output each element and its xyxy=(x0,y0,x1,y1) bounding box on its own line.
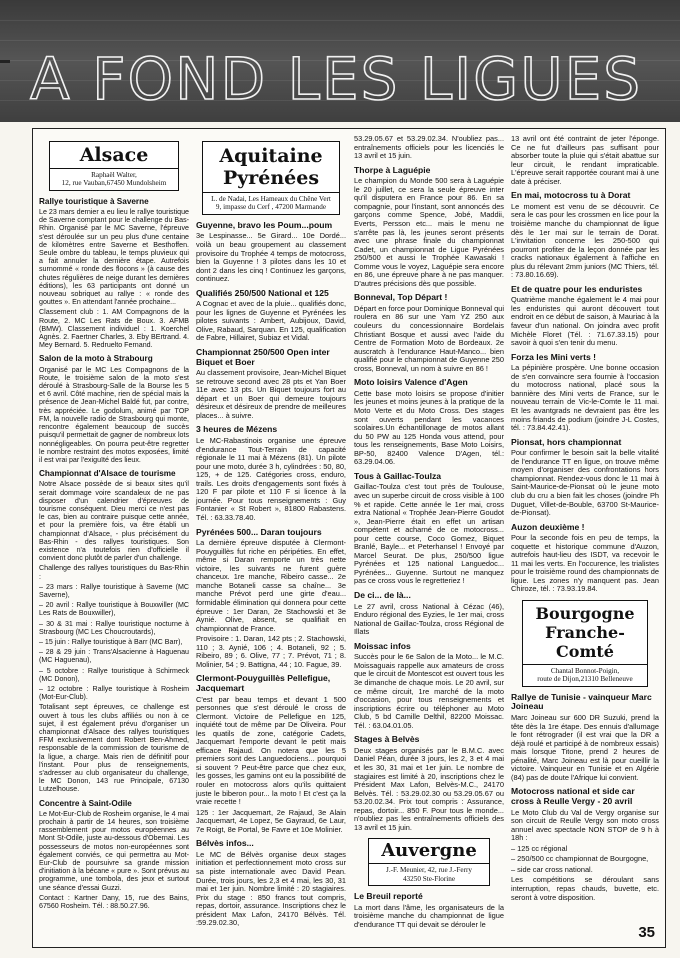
article-heading: Thorpe à Laguépie xyxy=(354,164,431,175)
article-list xyxy=(511,191,659,594)
article-paragraph: Organisé par le MC Les Compagnons de la Route, le troisième salon de la moto s'est déroulé à Strasbourg-Salle de la Bourse les 5 et 6 avril. Côté machine, rien de spécial mais la présence de Jean-Michel Baldé fut, par contre, très appréciée. Le godolum, animé par TOP FM, la nouvelle radio de Strasbourg qui monte, rencontre également beaucoup de succès puisqu'il permettait de gagner de nombreux lots nonnégligeables. On pourra peut-être regretter le nombre restraint des motos exposées, limité il est vrai par l'exiguïté des lieux. xyxy=(39,365,189,464)
article-paragraph: 3e Lespinasse... 5e Girard... 10e Dordé... voilà un beau groupement au classement provisoire du Trophée 4 temps de motocross, bien la Guyenne ! 3 pilotes dans les 10 et dont 2 dans les cinq ! Continuez les garçons, continuez. xyxy=(196,231,346,284)
article-paragraph: Départ en force pour Dominique Bonneval qui roulera en 86 sur une Yam YZ 250 aux couleurs du concessionnaire Bordelais Christiant Bosque et aussi avec l'aide du Centre de Formation Moto de Bordeaux. 2e auscratch à l'endurance Haut-Manco... bien qualifié pour le championnat de Guyenne 250 cross, Bonneval, un nom à suivre en 86 ! xyxy=(354,303,504,373)
article-paragraph: La dernière épreuve disputée à Clermont-Pouyguillès fut riche en péripéties. En effet, même si Daran remporte un très nette victoire, les suivants ne furent guère chanceux. 1re manche, Ribeiro casse... 2e manche Botaneli casse sa chaîne... 3e manche Prévot perd une girte d'eau... formidable élimination qui donnera pour cette épreuve : 1er Daran, 2e Stachowski et 3e Aynié. Olive, absent, se qualifiait en championnat de France. xyxy=(196,538,346,633)
address-line: L. de Nadai, Les Hameaux du Chêne Vert xyxy=(211,195,331,203)
page-number: 35 xyxy=(638,924,655,941)
article-paragraph: Challenge des rallyes touristiques du Bas-Rhin : xyxy=(39,564,189,581)
article-paragraph: Succès pour le 6e Salon de la Moto... le M.C. Moissaguais rappelle aux amateurs de cross que le circuit de Montescot est ouvert tous les 3e dimanche de chaque mois. Le 20 avril, sur ce même circuit, 1re marché de la moto d'occasion, pour tous renseignements et inscriptions écrire ou téléphoner au Moto Club, 5 bd Camille Delthil, 82200 Moissac. Tél. : 63.04.01.05. xyxy=(354,652,504,730)
article-paragraph: Quatrième manche également le 4 mai pour les enduristes qui auront découvert tout endroit en ce début de saison, à Mauriac à la faveur d'un national. On joindra avec profit Michèle Floret (Tél. : 71.67.33.15) pour savoir à quoi s'en tenir du menu. xyxy=(511,295,659,348)
region-address xyxy=(203,192,339,214)
article-heading: Forza les Mini verts ! xyxy=(511,351,597,362)
banner-title: A FOND LES LIGUES xyxy=(30,45,643,113)
article-list xyxy=(354,892,504,929)
article-heading: Auzon deuxième ! xyxy=(511,521,585,532)
article-heading: Moissac infos xyxy=(354,640,411,651)
address-line: 12, rue Vauban,67450 Mundolsheim xyxy=(61,179,167,188)
article-heading: Bélvès infos... xyxy=(196,838,254,849)
column-alsace xyxy=(39,135,189,912)
article-heading: Championnat 250/500 Open inter Biquet et Boer xyxy=(196,347,330,367)
region-name: Bourgogne xyxy=(535,604,635,624)
article-list xyxy=(354,166,504,833)
article-paragraph: Classement club : 1. AM Compagnons de la Route, 2. MC Les Rats de Boux. 3. AFMB (BMW). Classement individuel : 1. Koerchel Agnès. 2. Faertner Charles, 3. Eby BErtrand. 4. Mey Bernard. 5. Redruelto Fernand. xyxy=(39,308,189,350)
article-paragraph: – 15 juin : Rallye touristique à Barr (MC Barr), xyxy=(39,637,183,646)
article-heading: Rallye de Tunisie - vainqueur Marc Joineau xyxy=(511,691,652,712)
address-line: J.-F. Meunier, 42, rue J.-Ferry xyxy=(386,866,472,875)
address-line: Chantal Bonnot-Poigin, xyxy=(550,667,620,676)
article-paragraph: Deux stages organisés par le B.M.C. avec Daniel Péan, durée 3 jours, les 2, 3 et 4 mai et les 30, 31 mai et 1er juin. Le nombre de stagiaires est limité à 20, inscriptions chez le Président Max Lafon, Belvès-M.C., 24170 Belvès. Tél. : 53.29.02.30 ou 53.29.05.67 ou 53.20.02.34. Prix tout compris : Assurance, repas, dortoir... 850 F. Pour tous le monde... n'oubliez pas les entraînements officiels des 13 avril et 15 juin. xyxy=(354,745,504,832)
article-paragraph: Le 27 avril, cross National à Cézac (46), Enduro régional des Eyzies, le 1er mai, cross National de Gaillac-Toulza, cross Régional de Illats xyxy=(354,601,504,637)
article-paragraph: La pépinière prospère. Une bonne occasion de s'en convaincre sera fournie à l'occasion du motocross national, placé sous la bannière des Mini verts de France, sur le nouveau terrain de Vic-le-Comte le 11 mai. Et les avantgrads ne devraient pas être les moins friands de podium (joindre J-L Costes, tél. : 73.84.42.41). xyxy=(511,363,659,433)
article-heading: Pionsat, hors championnat xyxy=(511,436,622,447)
region-box-auvergne xyxy=(368,838,490,886)
region-address xyxy=(50,168,178,190)
article-list xyxy=(511,693,659,902)
article-heading: Guyenne, bravo les Poum...poum xyxy=(196,219,333,230)
article-paragraph: – side car cross national. xyxy=(511,864,593,874)
article-paragraph: Totalisant sept épreuves, ce challenge est ouvert à tous les clubs affiliés ou non à ce sujet, il est également prévu d'organiser un championnat d'Alsace des rallyes touristiques FFM exclusivement dont Robert Ben-Ahmed, responsable de la commission de tourisme de la ligue, a charge. Mais rien de définitif pour l'instant. Pour plus de renseignements, s'adresser au club organisateur du challenge, le MC Donon, 143 rue Principale, 67130 Lutzelhouse. xyxy=(39,703,189,794)
section-banner xyxy=(0,0,680,122)
article-paragraph: – 30 & 31 mai : Rallye touristique nocturne à Strasbourg (MC Les Choucroutards), xyxy=(39,619,189,636)
article-heading: Motocross national et side car cross à Reulle Vergy - 20 avril xyxy=(511,786,635,806)
article-list xyxy=(39,197,189,910)
article-paragraph: Le Mot-Eur-Club de Rosheim organise, le 4 mai prochain à partir de 14 heures, son troisième rassemblement pour motos européennes au Mont St-Odile, juste au-dessous d'Obernai. Les possesseurs de motos non-européennes sont également conviés, ce qui permettra au Mot-Eur-Club de poursuivre sa grande mission d'initiation à la bécane « pure ». Sont prévus au programme, une tombola, des jeux et surtout une séance d'essai Guzzi. xyxy=(39,809,189,892)
region-name: Auvergne xyxy=(381,840,477,862)
article-paragraph: – 12 octobre : Rallye touristique à Rosheim (Mot-Eur-Club). xyxy=(39,684,189,702)
article-paragraph: La mort dans l'âme, les organisateurs de la troisième manche du championnat de ligue d'endurance TT qui devait se dérouler le xyxy=(354,902,504,929)
article-paragraph: A Cognac et avec de la pluie... qualifiés donc, pour les lignes de Guyenne et Pyrénées les pilotes suivants : Ambert, Aubijoux, David, Olive, Rabaud, Sarquan. En 125, qualification de Fabre, Hillairet, Subiaz et Vidal. xyxy=(196,299,346,343)
region-name: Comté xyxy=(556,642,614,662)
article-paragraph: Pour confirmer le besoin sait la belle vitalité de l'endurance TT en ligue, on trouve même moyen d'organiser des confrontations hors championnat. Rendez-vous donc le 11 mai à Saint-Maurice-de-Pionsat où le jeune moto club du cru a bien fait les choses (joindre Ph Duguet, Villet-de-Bouble, 63700 St-Maurice-de-Pionsat). xyxy=(511,448,659,518)
region-name: Pyrénées xyxy=(222,167,320,189)
article-heading: Championnat d'Alsace de tourisme xyxy=(39,469,176,479)
article-paragraph: – 125 cc régional xyxy=(511,843,568,853)
article-heading: Tous à Gaillac-Toulza xyxy=(354,470,442,481)
address-line: 9, impasse du Cerf , 47200 Marmande xyxy=(215,203,327,212)
article-list xyxy=(196,221,346,928)
column-aquitaine-cont xyxy=(354,135,504,931)
article-heading: En mai, motocross tu à Dorat xyxy=(511,190,631,201)
article-heading: Rallye touristique à Saverne xyxy=(39,196,149,206)
continued-text: 13 avril ont été contraint de jeter l'éponge. Ce ne fut d'ailleurs pas suffisant pour absorber toute la pluie qui s'était abattue sur leur circuit, le rendant impraticable. L'épreuve serait rapportée courant mai à une date à préciser. xyxy=(511,134,659,186)
article-paragraph: Provisoire : 1. Daran, 142 pts ; 2. Stachowski, 110 ; 3. Aynié, 106 ; 4. Botaneli, 92 ; 5. Ribeiro, 89 ; 6. Olive, 77 ; 7. Prévot, 71 ; 8. Molinier, 54 ; 9. Battigna, 44 ; 10. Fague, 39. xyxy=(196,634,346,669)
region-address xyxy=(523,664,647,686)
article-paragraph: Gaillac-Toulza c'est tout près de Toulouse, avec un superbe circuit de cross visible à 100 % et rapide. Cette année le 1er mai, cross extra National « Trophée Jean-Pierre Goudot », Jean-Pierre était en effet un artisan compétent et acharné de ce motocross... pour cette course, Coco Gomez, Biquet Branlé, Bayle... et Peterhansel ! Envoyé par Marcel Seurat. De plus, 250/500 ligue Pyrénées et 125 national Languedoc... Pyrénées... Guyenne. Surtout ne manquez pas ce cross vous le regretteriez ! xyxy=(354,482,504,586)
article-paragraph: Notre Alsace possède de si beaux sites qu'il serait dommage voire scandaleux de ne pas disposer d'un calendrier d'épreuves de tourisme conséquent. Dieu merci ce n'est pas le cas, bien au contraire puisque cette année, et pour la première fois, va être établi un championnat d'Alsace, - plus précisément du Bas-Rhin - des rallyes touristiques. Son existence n'a toutefois rien d'officielle il convient donc plutôt de parler d'un challenge. xyxy=(39,480,189,563)
article-heading: 3 heures de Mézens xyxy=(196,424,278,435)
article-paragraph: 125 : 1er Jacquemart, 2e Rajaud, 3e Alain Jacquemart, 4e Lopez, 5e Gayraud, 6e Laur, 7e Roigt, 8e Portal, 9e Favre et 10e Molinier. xyxy=(196,807,346,834)
article-paragraph: Le MC-Rabastinois organise une épreuve d'endurance Tout-Terrain de capacité régionale le 11 mai à Mézens (81). Un pilote pour une moto, durée 3 h, cylindrées : 50, 80, 125, + de 125. Catégories cross, enduro, trails. Les droits d'engagements sont fixés à 120 F par pilote et 110 F si licence à la journée. Pour tous renseignements : Guy Fontanier « St Robert », 81800 Rabastens. Tél. : 63.33.78.40. xyxy=(196,436,346,522)
article-heading: Concentre à Saint-Odile xyxy=(39,798,132,808)
article-heading: Pyrénées 500... Daran toujours xyxy=(196,526,322,537)
article-paragraph: Contact : Kartner Dany, 15, rue des Bains, 67560 Rosheim. Tél. : 88.50.27.96. xyxy=(39,893,189,911)
region-name: Aquitaine xyxy=(219,145,323,167)
page-frame xyxy=(32,128,666,948)
article-heading: Clermont-Pouyguillès Pellefigue, Jacquemart xyxy=(196,673,331,693)
article-paragraph: – 28 & 29 juin : Trans'Alsacienne à Haguenau (MC Haguenau), xyxy=(39,648,189,665)
article-heading: De ci... de là... xyxy=(354,589,411,600)
column-auvergne-cont xyxy=(511,135,659,904)
region-box-bourgogne xyxy=(522,600,648,687)
article-paragraph: Le moment est venu de se découvrir. Ce sera le cas pour les crossmen en lice pour la troisième manche du championnat de ligue dès le 1er mai sur le terrain de Dorat. L'invitation concerne les 250-500 qui pourront profiter de la leçon donnée par les cracks nationaux également à l'affiche en plus du rélevant 2mm juniors (MC Thiers, tél. : 73.80.16.69). xyxy=(511,201,659,280)
region-address xyxy=(369,863,489,885)
address-line: 43250 Ste-Florine xyxy=(402,874,456,883)
article-heading: Moto loisirs Valence d'Agen xyxy=(354,377,468,388)
article-paragraph: Le champion du Monde 500 sera à Laguépie le 20 juillet, ce sera la seule épreuve inter qu'il disputera en France pour 86. En sa compagnie, pour l'instant, sont annoncés des garçons comme Spence, Jobé, Maddii, Everts, Persson etc... mais le menu ne s'arrête pas là, les jeunes seront présents avec une phrase finale du championnat Cadet, un championnat de Ligue Pyrénées 250/500 et aussi le Trophée Kawasaki ! Comme vous le voyez, Laguépie sera encore en 86, une épreuve phare à ne pas manquer. D'autres précisions dès que possible. xyxy=(354,176,504,288)
column-aquitaine xyxy=(196,135,346,930)
article-heading: Le Breuil reporté xyxy=(354,891,423,902)
article-paragraph: Le Moto Club du Val de Vergy organise sur son circuit de Reulle Vergy son moto cross annuel avec spectacle NON STOP de 9 h à 18h : xyxy=(511,807,659,843)
article-heading: Bonneval, Top Départ ! xyxy=(354,292,448,303)
region-name: Alsace xyxy=(79,144,149,166)
article-paragraph: – 23 mars : Rallye touristique à Saverne (MC Saverne), xyxy=(39,582,189,599)
article-paragraph: Les compétitions se déroulant sans interruption, repas chauds, buvette, etc. seront à votre disposition. xyxy=(511,875,659,902)
article-heading: Stages à Belvès xyxy=(354,734,420,745)
address-line: route de Dijon,21310 Belleneuve xyxy=(537,675,633,684)
article-paragraph: – 5 octobre : Rallye touristique à Schirmeck (MC Donon), xyxy=(39,666,189,683)
article-paragraph: Pour la seconde fois en peu de temps, la coquette et historique commune d'Auzon, autrefois haut-lieu des ISDT, va recevoir le 11 mai les verts. En l'occurence, les trialistes pour le troisième round des championnats de ligue. Les zones n'y manquent pas. Jean Chiroze, tél. : 73.93.19.84. xyxy=(511,533,659,594)
region-name: Franche- xyxy=(545,623,625,643)
article-paragraph: Au classement provisoire, Jean-Michel Biquet se retrouve second avec 28 pts et Yan Boer 11e avec 13 pts. Un Biquet toujours fort au départ et un Boer qui demeure toujours désireux et désireux de prendre de meilleures places... à suivre. xyxy=(196,368,346,420)
region-box-alsace xyxy=(49,141,179,191)
article-paragraph: – 20 avril : Rallye touristique à Bouxwiller (MC Les Rats de Bouxwiller), xyxy=(39,601,189,618)
article-paragraph: C'est par beau temps et devant 1 500 personnes que s'est déroulé le cross de Clermont. Victoire de Pellefigue en 125, inquiété tout de même par De Oliveira. Pour les quatils de zone, catégorie Cadets, Jacquemart l'emporte devant le petit mais efficace Rajaud. On notera que les 5 premiers sont des Languedociens... pourquoi si souvent ? Peut-être parce que chez eux, les gosses, les gamins ont eu la possibilité de rouler en motocross alors qu'ils quittaient juste le biberon pour... la moto ! Et c'est ça la vraie recette ! xyxy=(196,694,346,807)
article-paragraph: Cette base moto loisirs se propose d'initier les jeunes et moins jeunes à la pratique de la Moto Verte et du Moto Cross. Des stages sont ouverts pendant les vacances scolaires.Un échantillonage de motos allant du 50 PW au 125 Honda vous attend, pour tous les renseignements, Base Moto Loisirs, BP-50, 82400 Valence D'Agen, tél.: 63.29.04.06. xyxy=(354,388,504,467)
article-paragraph: – 250/500 cc championnat de Bourgogne, xyxy=(511,854,649,864)
article-heading: Et de quatre pour les enduristes xyxy=(511,283,643,294)
article-paragraph: Le MC de Bélvès organise deux stages initiation et perfectionnement moto cross sur sa piste internationale avec David Pean. Durée, trois jours, les 2,3 et 4 mai, les 30, 31 mai et 1er juin. Nombre limité : 20 stagiaires. Prix du stage : 850 francs tout compris, repas, dortoir, assurance. Inscriptions chez le président Max Lafon, 24170 Bélvès. Tél. :59.29.02.30, xyxy=(196,849,346,928)
article-heading: Salon de la moto à Strabourg xyxy=(39,354,153,364)
region-box-aquitaine xyxy=(202,141,340,215)
article-paragraph: Le 23 mars dernier a eu lieu le rallye touristique de Saverne comptant pour le challenge du Bas-Rhin. Organisé par le MC Saverne, l'épreuve s'est déroulée sur un peu plus d'une centaine de kilomètres entre Saverne et Besthoffen. Seule ombre du tableau, le temps pluvieux qui a fait annuler la dernière étape. Autrefois surnommé « ronde des flocons » (à cause des chutes régulières de neige durant les dernières éditions), les 63 participants ont donné un nouveau sobriquet au rallye : « ronde des gouttes ». En attendant l'année prochaine... xyxy=(39,208,189,307)
article-paragraph: Marc Joineau sur 600 DR Suzuki, prend la tête dès la 1re étape. Des ennuis d'allumage le font rétrograder (il est vrai que la DR a déjà roulé et participé à de nombreux essais) mais lorsque Titone, prend 2 heures de pénalité, Marc Joineau est là pour cueillir la victoire. Vainqueur en Tunisie et en Algérie (84) pas de doute l'Afrique lui convient. xyxy=(511,713,659,782)
address-line: Raphaël Walter, xyxy=(91,171,137,179)
margin-mark xyxy=(0,60,10,63)
continued-text: 53.29.05.67 et 53.29.02.34. N'oubliez pas... entraînements officiels pour les licenciés le 13 avril et 15 juin. xyxy=(354,134,504,161)
article-heading: Qualifiés 250/500 National et 125 xyxy=(196,287,329,298)
